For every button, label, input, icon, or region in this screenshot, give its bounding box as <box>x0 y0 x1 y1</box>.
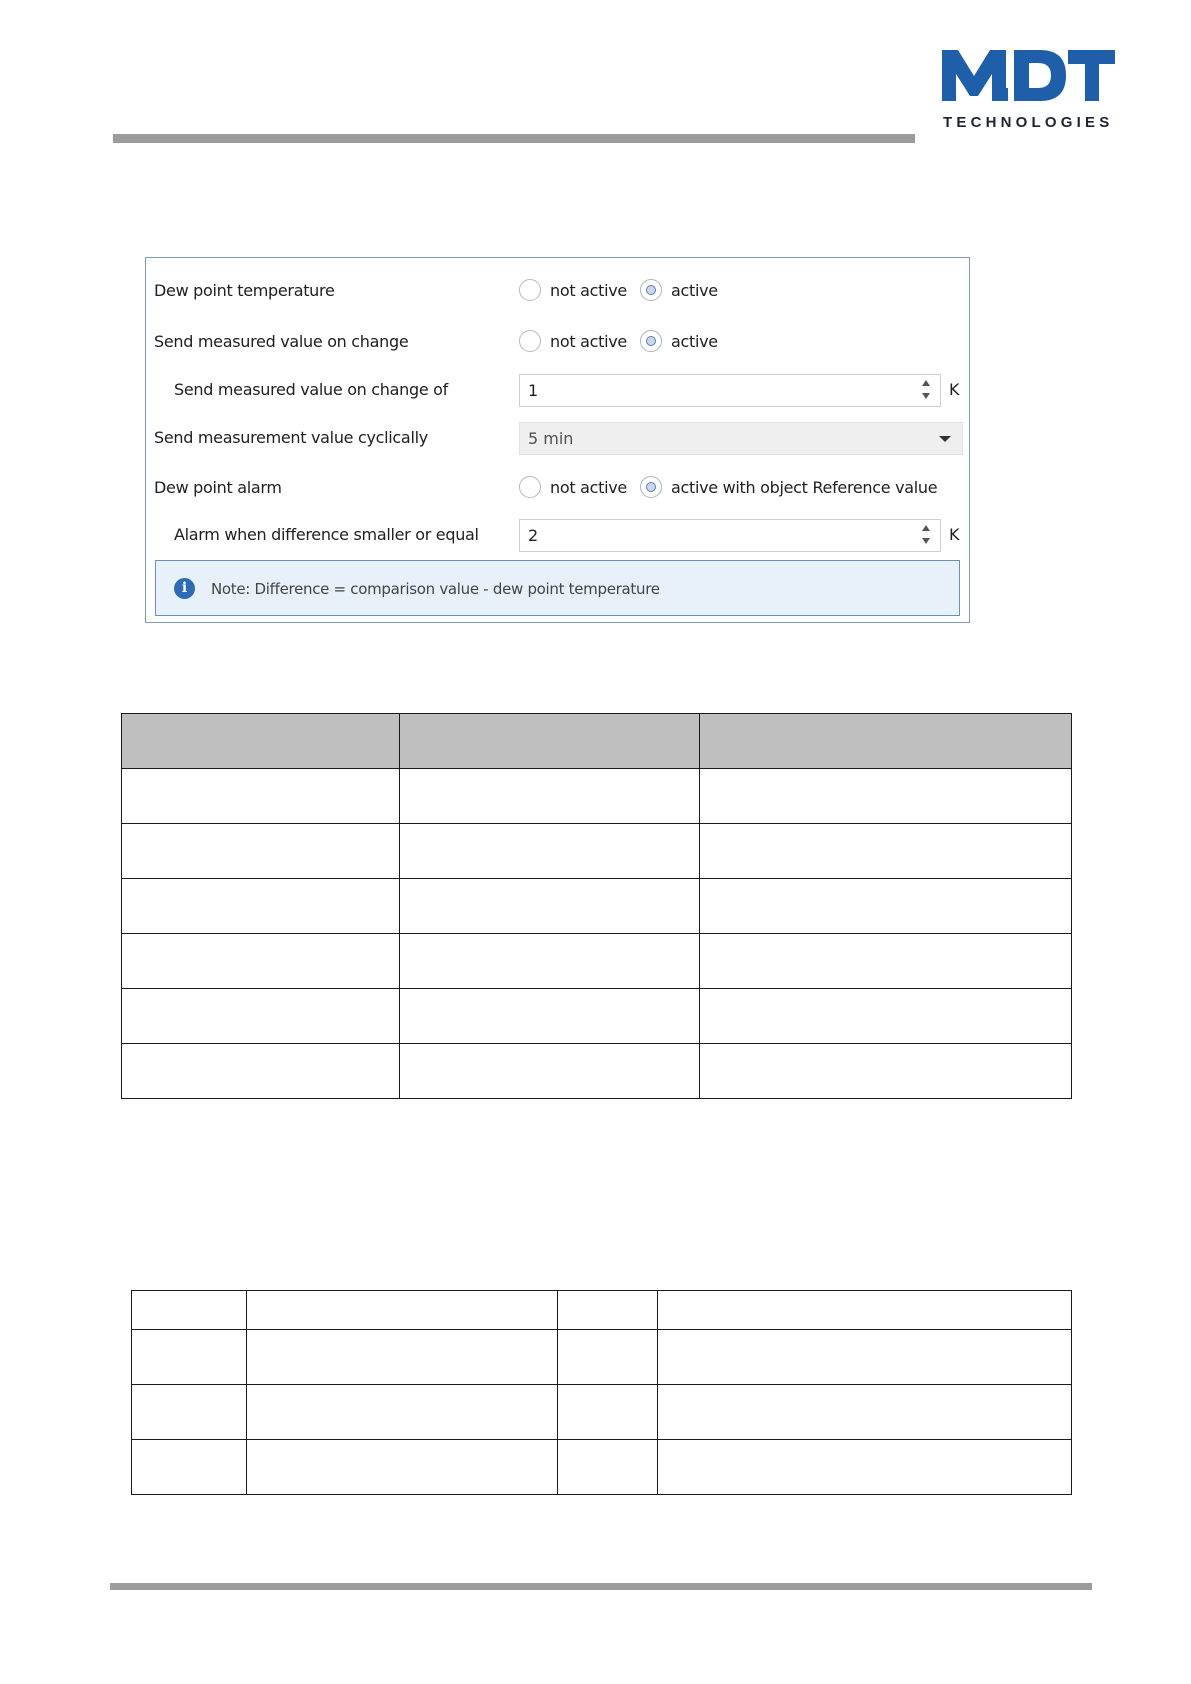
radio-not-active[interactable] <box>519 279 541 301</box>
table-row <box>122 824 1072 879</box>
param-label: Send measurement value cyclically <box>154 428 428 447</box>
table-header-cell <box>122 714 400 769</box>
param-label: Alarm when difference smaller or equal <box>174 525 479 544</box>
table-row <box>132 1440 1072 1495</box>
table-cell <box>700 934 1072 989</box>
radio-label[interactable]: active with object Reference value <box>671 478 938 497</box>
table-row <box>122 879 1072 934</box>
table-cell <box>122 769 400 824</box>
table-cell <box>132 1440 247 1495</box>
object-table <box>121 713 1072 1099</box>
logo-tagline: TECHNOLOGIES <box>943 114 1114 131</box>
param-row-send-on-change <box>146 327 969 357</box>
brand-logo <box>940 44 1118 136</box>
info-note <box>155 560 960 616</box>
param-label: Dew point alarm <box>154 478 282 497</box>
radio-label[interactable]: not active <box>550 478 627 497</box>
spin-buttons[interactable] <box>920 378 934 402</box>
alarm-difference-stepper[interactable] <box>519 519 941 552</box>
table-cell <box>400 989 700 1044</box>
unit-label: K <box>949 380 960 399</box>
table-cell <box>122 989 400 1044</box>
table-header-cell <box>558 1291 658 1330</box>
table-cell <box>122 879 400 934</box>
param-row-dew-point-temperature <box>146 276 969 306</box>
table-header-cell <box>132 1291 247 1330</box>
param-row-send-cyclically <box>146 423 969 453</box>
table-cell <box>400 934 700 989</box>
table-row <box>122 934 1072 989</box>
table-cell <box>700 824 1072 879</box>
table-row <box>122 989 1072 1044</box>
param-row-dew-point-alarm <box>146 473 969 503</box>
table-cell <box>122 1044 400 1099</box>
spin-up-icon[interactable] <box>922 525 930 531</box>
table-cell <box>132 1330 247 1385</box>
radio-label[interactable]: not active <box>550 332 627 351</box>
cyclic-interval-dropdown[interactable] <box>519 422 963 455</box>
unit-label: K <box>949 525 960 544</box>
table-cell <box>132 1385 247 1440</box>
parameter-panel <box>145 257 970 623</box>
radio-label[interactable]: not active <box>550 281 627 300</box>
change-value-stepper[interactable] <box>519 374 941 407</box>
radio-not-active[interactable] <box>519 330 541 352</box>
table-cell <box>700 989 1072 1044</box>
radio-active[interactable] <box>640 330 662 352</box>
table-cell <box>700 1044 1072 1099</box>
param-label: Send measured value on change of <box>174 380 449 399</box>
table-cell <box>558 1385 658 1440</box>
spin-down-icon[interactable] <box>922 393 930 399</box>
spin-buttons[interactable] <box>920 523 934 547</box>
table-cell <box>558 1440 658 1495</box>
table-row <box>132 1330 1072 1385</box>
radio-label[interactable]: active <box>671 332 718 351</box>
spin-up-icon[interactable] <box>922 380 930 386</box>
footer-rule <box>110 1583 1092 1590</box>
table-cell <box>558 1330 658 1385</box>
table-cell <box>247 1330 558 1385</box>
radio-active[interactable] <box>640 279 662 301</box>
spin-down-icon[interactable] <box>922 538 930 544</box>
stepper-value[interactable]: 2 <box>528 526 539 545</box>
table-cell <box>658 1385 1072 1440</box>
table-row <box>122 769 1072 824</box>
table-cell <box>658 1330 1072 1385</box>
table-cell <box>700 769 1072 824</box>
note-text: Note: Difference = comparison value - dew point temperature <box>211 580 660 598</box>
radio-active-with-reference[interactable] <box>640 476 662 498</box>
table-cell <box>400 824 700 879</box>
table-row <box>132 1385 1072 1440</box>
param-row-alarm-difference <box>146 520 969 550</box>
table-row <box>122 1044 1072 1099</box>
param-row-send-on-change-of <box>146 375 969 405</box>
table-cell <box>122 934 400 989</box>
table-cell <box>122 824 400 879</box>
stepper-value[interactable]: 1 <box>528 381 539 400</box>
table-header-row <box>132 1291 1072 1330</box>
table-cell <box>400 879 700 934</box>
logo-mark <box>940 44 1118 104</box>
table-cell <box>700 879 1072 934</box>
communication-objects-table <box>131 1290 1072 1495</box>
radio-not-active[interactable] <box>519 476 541 498</box>
table-cell <box>658 1440 1072 1495</box>
param-label: Send measured value on change <box>154 332 409 351</box>
table-header-cell <box>247 1291 558 1330</box>
dropdown-value[interactable]: 5 min <box>528 429 574 448</box>
table-cell <box>247 1385 558 1440</box>
table-header-cell <box>658 1291 1072 1330</box>
table-header-cell <box>400 714 700 769</box>
table-header-cell <box>700 714 1072 769</box>
param-label: Dew point temperature <box>154 281 335 300</box>
info-icon: i <box>174 578 195 599</box>
radio-label[interactable]: active <box>671 281 718 300</box>
table-cell <box>400 1044 700 1099</box>
header-rule <box>113 134 915 143</box>
table-cell <box>247 1440 558 1495</box>
chevron-down-icon[interactable] <box>939 436 951 442</box>
table-cell <box>400 769 700 824</box>
table-header-row <box>122 714 1072 769</box>
